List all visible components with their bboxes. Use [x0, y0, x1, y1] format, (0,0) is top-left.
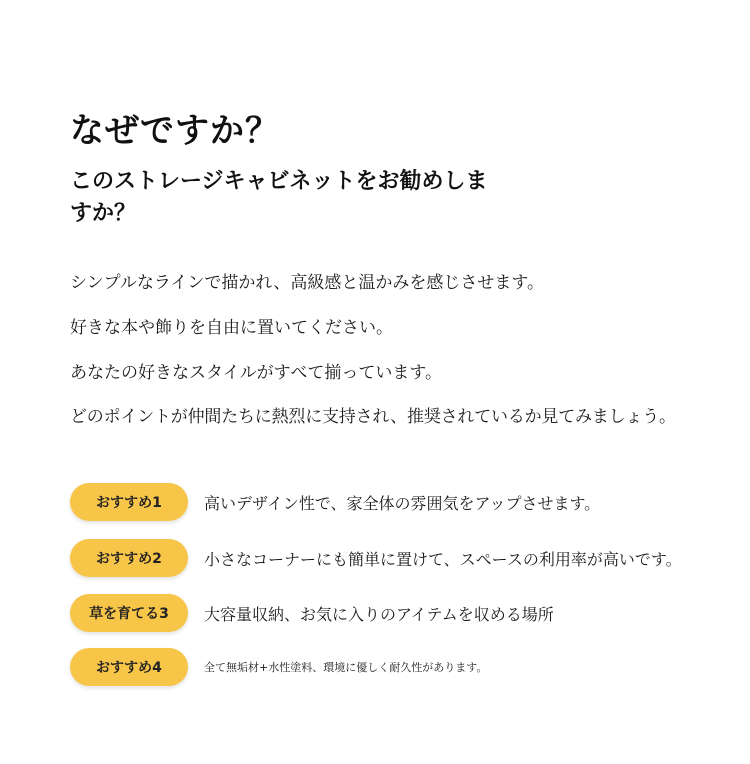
- recommendation-row-1: [70, 482, 600, 522]
- recommendation-row-2: [70, 538, 682, 578]
- paragraph-3: あなたの好きなスタイルがすべて揃っています。: [70, 363, 442, 383]
- paragraph-2: 好きな本や飾りを自由に置いてください。: [70, 318, 393, 338]
- recommendation-text: 全て無垢材+水性塗料、環境に優しく耐久性があります。: [204, 661, 488, 674]
- recommendation-row-4: [70, 647, 487, 687]
- paragraph-1: シンプルなラインで描かれ、高級感と温かみを感じさせます。: [70, 273, 545, 293]
- page-subtitle: このストレージキャビネットをお勧めしますか？: [70, 169, 488, 226]
- recommendation-text: 小さなコーナーにも簡単に置けて、スペースの利用率が高いです。: [204, 549, 682, 569]
- recommendation-text: 大容量収納、お気に入りのアイテムを収める場所: [204, 604, 554, 624]
- page-title: なぜですか？: [70, 111, 280, 151]
- paragraph-4: どのポイントが仲間たちに熱烈に支持され、推奨されているか見てみましょう。: [70, 407, 676, 427]
- recommendation-badge: おすすめ4: [70, 648, 188, 686]
- recommendation-text: 高いデザイン性で、家全体の雰囲気をアップさせます。: [204, 493, 601, 513]
- recommendation-badge: 草を育てる3: [70, 594, 188, 632]
- recommendation-row-3: [70, 593, 554, 633]
- recommendation-badge: おすすめ2: [70, 539, 188, 577]
- recommendation-badge: おすすめ1: [70, 483, 188, 521]
